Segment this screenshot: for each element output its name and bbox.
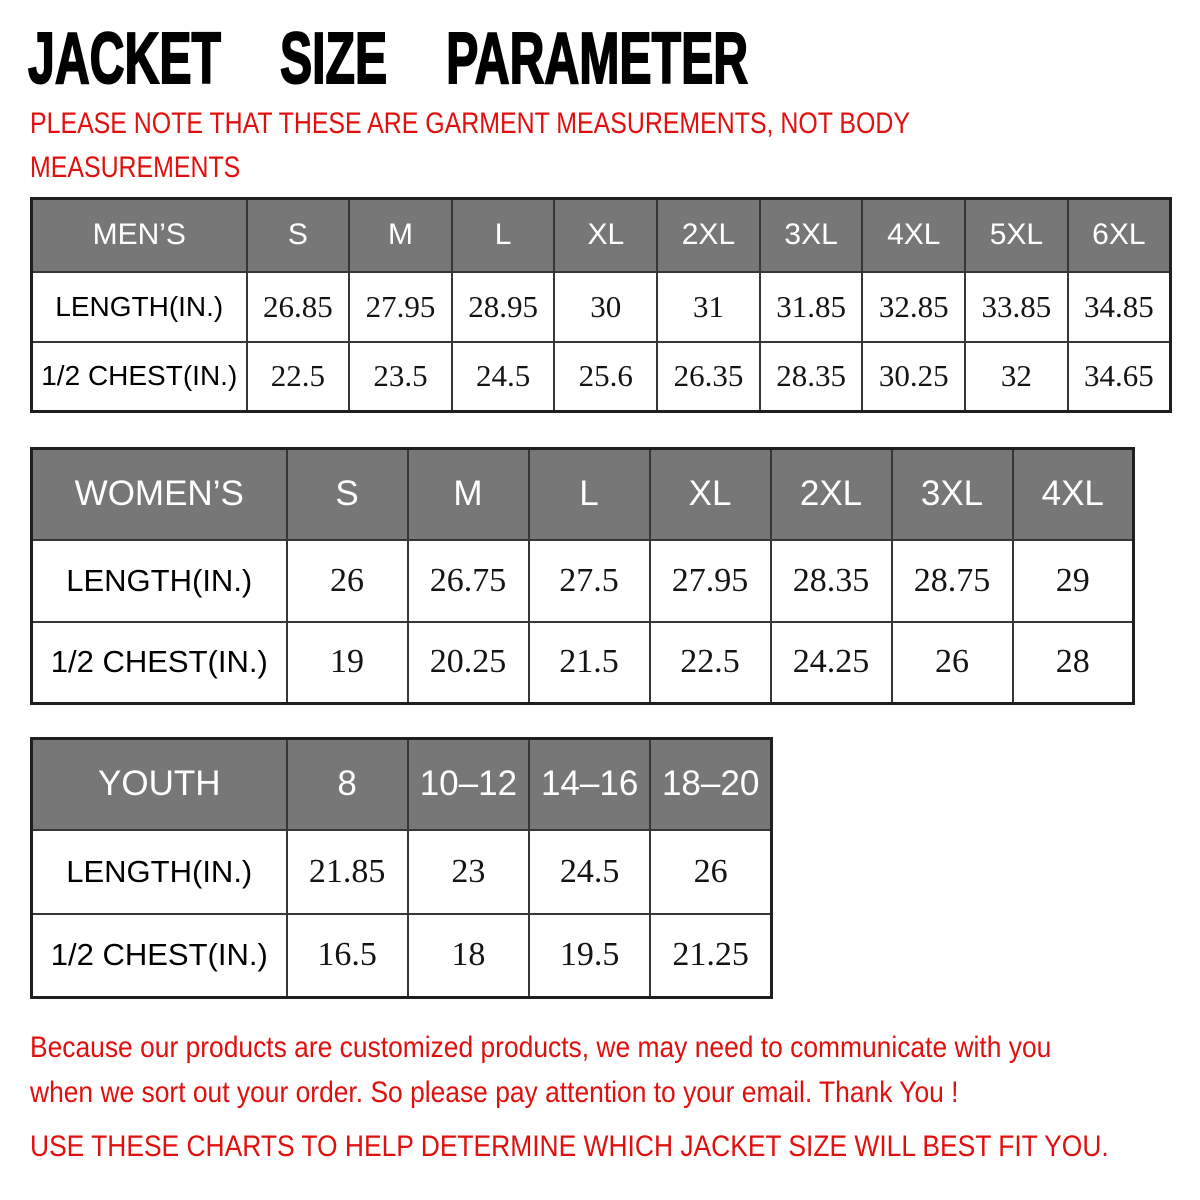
value-cell: 19: [287, 622, 408, 704]
value-cell: 28.75: [892, 540, 1013, 622]
size-header-cell: 4XL: [862, 199, 965, 272]
value-cell: 28.95: [452, 272, 555, 342]
womens-size-table: [30, 447, 1135, 705]
size-header-cell: 8: [287, 739, 408, 830]
value-cell: 21.85: [287, 830, 408, 914]
value-cell: 16.5: [287, 914, 408, 998]
row-label-cell: 1/2 CHEST(IN.): [32, 622, 287, 704]
value-cell: 26: [892, 622, 1013, 704]
size-header-cell: S: [247, 199, 350, 272]
value-cell: 24.5: [529, 830, 650, 914]
measurement-row: [32, 272, 1171, 342]
mens-size-table-grid: [30, 197, 1172, 413]
value-cell: 28: [1013, 622, 1134, 704]
size-header-cell: 5XL: [965, 199, 1068, 272]
size-header-cell: 3XL: [892, 449, 1013, 540]
youth-size-table-grid: [30, 737, 773, 999]
value-cell: 30.25: [862, 342, 965, 412]
size-header-cell: L: [452, 199, 555, 272]
womens-size-table-grid: [30, 447, 1135, 705]
group-label-cell: YOUTH: [32, 739, 287, 830]
measurement-row: [32, 342, 1171, 412]
value-cell: 21.5: [529, 622, 650, 704]
row-label-cell: 1/2 CHEST(IN.): [32, 342, 247, 412]
footer-note-line-1: Because our products are customized products, we may need to communicate with you: [30, 1031, 1052, 1064]
mens-size-table: [30, 197, 1172, 413]
value-cell: 23: [408, 830, 529, 914]
size-header-cell: 4XL: [1013, 449, 1134, 540]
value-cell: 27.95: [650, 540, 771, 622]
measurement-row: [32, 622, 1134, 704]
measurement-row: [32, 830, 772, 914]
size-header-cell: 18–20: [650, 739, 771, 830]
value-cell: 32.85: [862, 272, 965, 342]
value-cell: 22.5: [247, 342, 350, 412]
footer-communication-note: [30, 1025, 1051, 1115]
value-cell: 28.35: [771, 540, 892, 622]
size-header-cell: M: [349, 199, 452, 272]
size-header-cell: L: [529, 449, 650, 540]
row-label-cell: LENGTH(IN.): [32, 540, 287, 622]
value-cell: 34.65: [1068, 342, 1171, 412]
value-cell: 31.85: [760, 272, 863, 342]
size-header-row: [32, 449, 1134, 540]
size-header-cell: 6XL: [1068, 199, 1171, 272]
value-cell: 23.5: [349, 342, 452, 412]
value-cell: 22.5: [650, 622, 771, 704]
value-cell: 21.25: [650, 914, 771, 998]
note-line-1: PLEASE NOTE THAT THESE ARE GARMENT MEASUREMENTS, NOT BODY: [30, 107, 910, 140]
value-cell: 25.6: [554, 342, 657, 412]
value-cell: 28.35: [760, 342, 863, 412]
value-cell: 18: [408, 914, 529, 998]
value-cell: 26.75: [408, 540, 529, 622]
size-header-cell: XL: [650, 449, 771, 540]
size-header-cell: 14–16: [529, 739, 650, 830]
value-cell: 26.35: [657, 342, 760, 412]
measurement-row: [32, 540, 1134, 622]
value-cell: 20.25: [408, 622, 529, 704]
value-cell: 19.5: [529, 914, 650, 998]
value-cell: 26: [287, 540, 408, 622]
footer-note-line-2: when we sort out your order. So please pay attention to your email. Thank You !: [30, 1076, 959, 1109]
note-line-2: MEASUREMENTS: [30, 151, 241, 184]
size-header-row: [32, 739, 772, 830]
value-cell: 27.95: [349, 272, 452, 342]
page-title: JACKET SIZE PARAMETER: [28, 19, 749, 99]
measurement-row: [32, 914, 772, 998]
value-cell: 31: [657, 272, 760, 342]
value-cell: 26: [650, 830, 771, 914]
row-label-cell: LENGTH(IN.): [32, 272, 247, 342]
youth-size-table: [30, 737, 773, 999]
value-cell: 27.5: [529, 540, 650, 622]
value-cell: 26.85: [247, 272, 350, 342]
group-label-cell: MEN’S: [32, 199, 247, 272]
value-cell: 30: [554, 272, 657, 342]
size-header-row: [32, 199, 1171, 272]
garment-measurement-note: [30, 102, 910, 190]
value-cell: 29: [1013, 540, 1134, 622]
group-label-cell: WOMEN’S: [32, 449, 287, 540]
value-cell: 24.5: [452, 342, 555, 412]
size-header-cell: M: [408, 449, 529, 540]
footer-usage-note: USE THESE CHARTS TO HELP DETERMINE WHICH JACKET SIZE WILL BEST FIT YOU.: [30, 1130, 1109, 1163]
size-header-cell: 3XL: [760, 199, 863, 272]
value-cell: 34.85: [1068, 272, 1171, 342]
size-header-cell: 2XL: [771, 449, 892, 540]
value-cell: 32: [965, 342, 1068, 412]
row-label-cell: 1/2 CHEST(IN.): [32, 914, 287, 998]
value-cell: 33.85: [965, 272, 1068, 342]
size-header-cell: 2XL: [657, 199, 760, 272]
value-cell: 24.25: [771, 622, 892, 704]
size-header-cell: 10–12: [408, 739, 529, 830]
row-label-cell: LENGTH(IN.): [32, 830, 287, 914]
size-header-cell: XL: [554, 199, 657, 272]
size-header-cell: S: [287, 449, 408, 540]
